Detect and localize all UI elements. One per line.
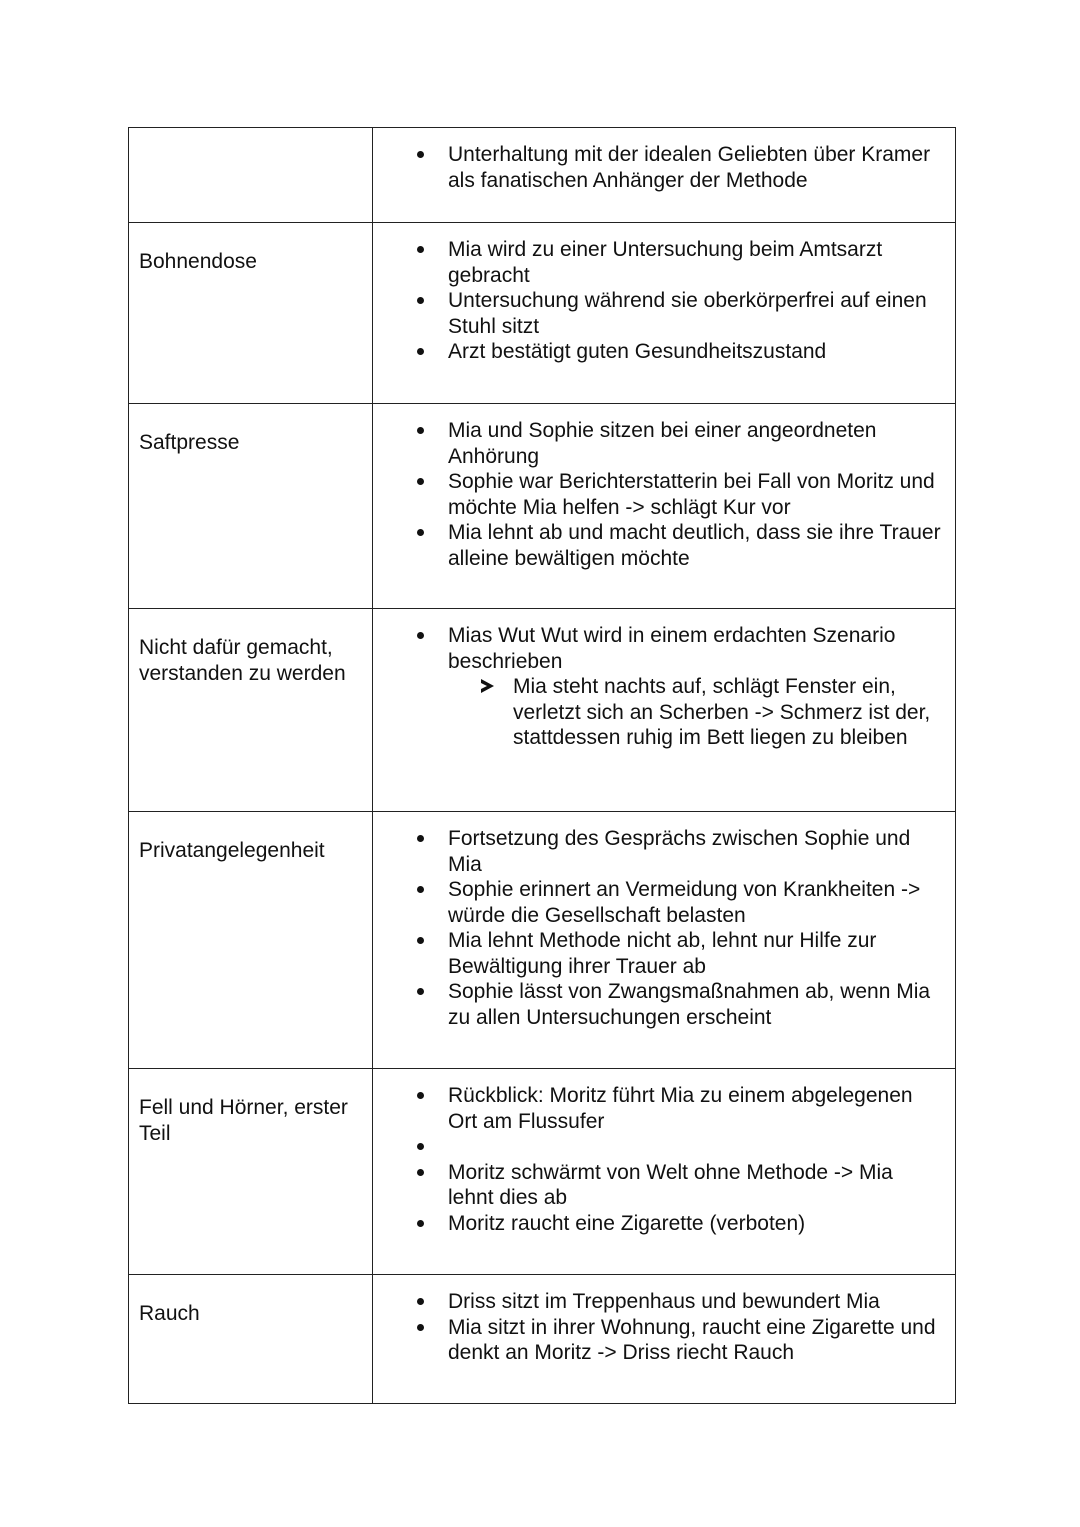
list-item <box>373 1211 941 1237</box>
list-item <box>373 1289 941 1315</box>
list-item <box>373 237 941 288</box>
list-item <box>373 339 941 365</box>
table-body <box>129 128 956 1404</box>
bullet-text: Sophie war Berichterstatterin bei Fall von Moritz und möchte Mia helfen -> schlägt Kur vor <box>448 470 935 519</box>
chapter-title: Saftpresse <box>139 431 240 454</box>
bullet-dot-icon <box>417 835 424 842</box>
chapter-cell <box>129 1069 373 1275</box>
bullet-text: Mias Wut Wut wird in einem erdachten Szenario beschrieben <box>448 624 896 673</box>
list-item <box>373 1315 941 1366</box>
bullet-dot-icon <box>417 529 424 536</box>
chapter-title: Rauch <box>139 1302 200 1325</box>
list-item <box>373 826 941 877</box>
chapter-title: Bohnendose <box>139 250 257 273</box>
bullet-text: Mia wird zu einer Untersuchung beim Amtsarzt gebracht <box>448 238 883 287</box>
table-row <box>129 1069 956 1275</box>
chapter-cell <box>129 812 373 1069</box>
bullet-text: Unterhaltung mit der idealen Geliebten über Kramer als fanatischen Anhänger der Methode <box>448 143 931 192</box>
table-row <box>129 812 956 1069</box>
bullet-dot-icon <box>417 1169 424 1176</box>
bullet-dot-icon <box>417 348 424 355</box>
list-item <box>373 418 941 469</box>
table-row <box>129 1275 956 1404</box>
list-item <box>373 928 941 979</box>
chapter-cell <box>129 404 373 609</box>
bullet-dot-icon <box>417 246 424 253</box>
chapter-cell <box>129 1275 373 1404</box>
sub-list-item <box>448 674 941 751</box>
content-cell <box>373 1069 956 1275</box>
bullet-dot-icon <box>417 297 424 304</box>
list-item <box>373 623 941 751</box>
bullet-list <box>373 1083 941 1236</box>
content-cell <box>373 1275 956 1404</box>
bullet-list <box>373 826 941 1030</box>
bullet-text: Moritz raucht eine Zigarette (verboten) <box>448 1211 806 1235</box>
bullet-dot-icon <box>417 1298 424 1305</box>
chapter-cell <box>129 609 373 812</box>
bullet-list <box>373 623 941 751</box>
bullet-dot-icon <box>417 1092 424 1099</box>
table-row <box>129 223 956 404</box>
table-row <box>129 404 956 609</box>
bullet-text: Mia lehnt ab und macht deutlich, dass sie ihre Trauer alleine bewältigen möchte <box>448 521 941 570</box>
bullet-list <box>373 142 941 193</box>
bullet-text: Fortsetzung des Gesprächs zwischen Sophie und Mia <box>448 827 911 876</box>
list-item <box>373 142 941 193</box>
chapter-title: Nicht dafür gemacht, verstanden zu werden <box>139 636 346 685</box>
chapter-title: Privatangelegenheit <box>139 839 325 862</box>
list-item <box>373 1134 941 1160</box>
list-item <box>373 1083 941 1134</box>
bullet-text: Sophie lässt von Zwangsmaßnahmen ab, wenn Mia zu allen Untersuchungen erscheint <box>448 980 931 1029</box>
list-item <box>373 877 941 928</box>
bullet-text: Mia sitzt in ihrer Wohnung, raucht eine Zigarette und denkt an Moritz -> Driss riecht Rauch <box>448 1315 936 1364</box>
bullet-text: Driss sitzt im Treppenhaus und bewundert Mia <box>448 1290 880 1313</box>
bullet-text: Mia und Sophie sitzen bei einer angeordneten Anhörung <box>448 419 877 468</box>
sub-bullet-text: Mia steht nachts auf, schlägt Fenster ein, verletzt sich an Scherben -> Schmerz ist der, stattdessen ruhig im Bett liegen zu bleiben <box>513 675 931 749</box>
bullet-dot-icon <box>417 1220 424 1227</box>
content-cell <box>373 128 956 223</box>
bullet-text: Moritz schwärmt von Welt ohne Methode -> Mia lehnt dies ab <box>448 1160 893 1209</box>
content-cell <box>373 404 956 609</box>
chapter-cell <box>129 223 373 404</box>
list-item <box>373 520 941 571</box>
summary-table <box>128 127 956 1404</box>
bullet-dot-icon <box>417 478 424 485</box>
bullet-list <box>373 237 941 365</box>
bullet-text: Mia lehnt Methode nicht ab, lehnt nur Hilfe zur Bewältigung ihrer Trauer ab <box>448 929 877 978</box>
bullet-text: Rückblick: Moritz führt Mia zu einem abgelegenen Ort am Flussufer <box>448 1084 913 1133</box>
bullet-dot-icon <box>417 1324 424 1331</box>
chapter-cell <box>129 128 373 223</box>
list-item <box>373 1160 941 1211</box>
bullet-list <box>373 418 941 571</box>
sub-bullet-list <box>448 674 941 751</box>
bullet-text: Arzt bestätigt guten Gesundheitszustand <box>448 340 827 363</box>
content-cell <box>373 609 956 812</box>
content-cell <box>373 223 956 404</box>
bullet-dot-icon <box>417 1143 424 1150</box>
bullet-dot-icon <box>417 937 424 944</box>
bullet-dot-icon <box>417 886 424 893</box>
bullet-dot-icon <box>417 632 424 639</box>
chapter-title: Fell und Hörner, erster Teil <box>139 1096 348 1145</box>
content-cell <box>373 812 956 1069</box>
list-item <box>373 979 941 1030</box>
bullet-text: Sophie erinnert an Vermeidung von Krankheiten -> würde die Gesellschaft belasten <box>448 878 921 927</box>
arrow-bullet-icon <box>481 679 494 693</box>
bullet-dot-icon <box>417 151 424 158</box>
bullet-dot-icon <box>417 427 424 434</box>
table-row <box>129 128 956 223</box>
list-item <box>373 469 941 520</box>
bullet-dot-icon <box>417 988 424 995</box>
bullet-list <box>373 1289 941 1366</box>
list-item <box>373 288 941 339</box>
table-row <box>129 609 956 812</box>
bullet-text: Untersuchung während sie oberkörperfrei auf einen Stuhl sitzt <box>448 289 927 338</box>
